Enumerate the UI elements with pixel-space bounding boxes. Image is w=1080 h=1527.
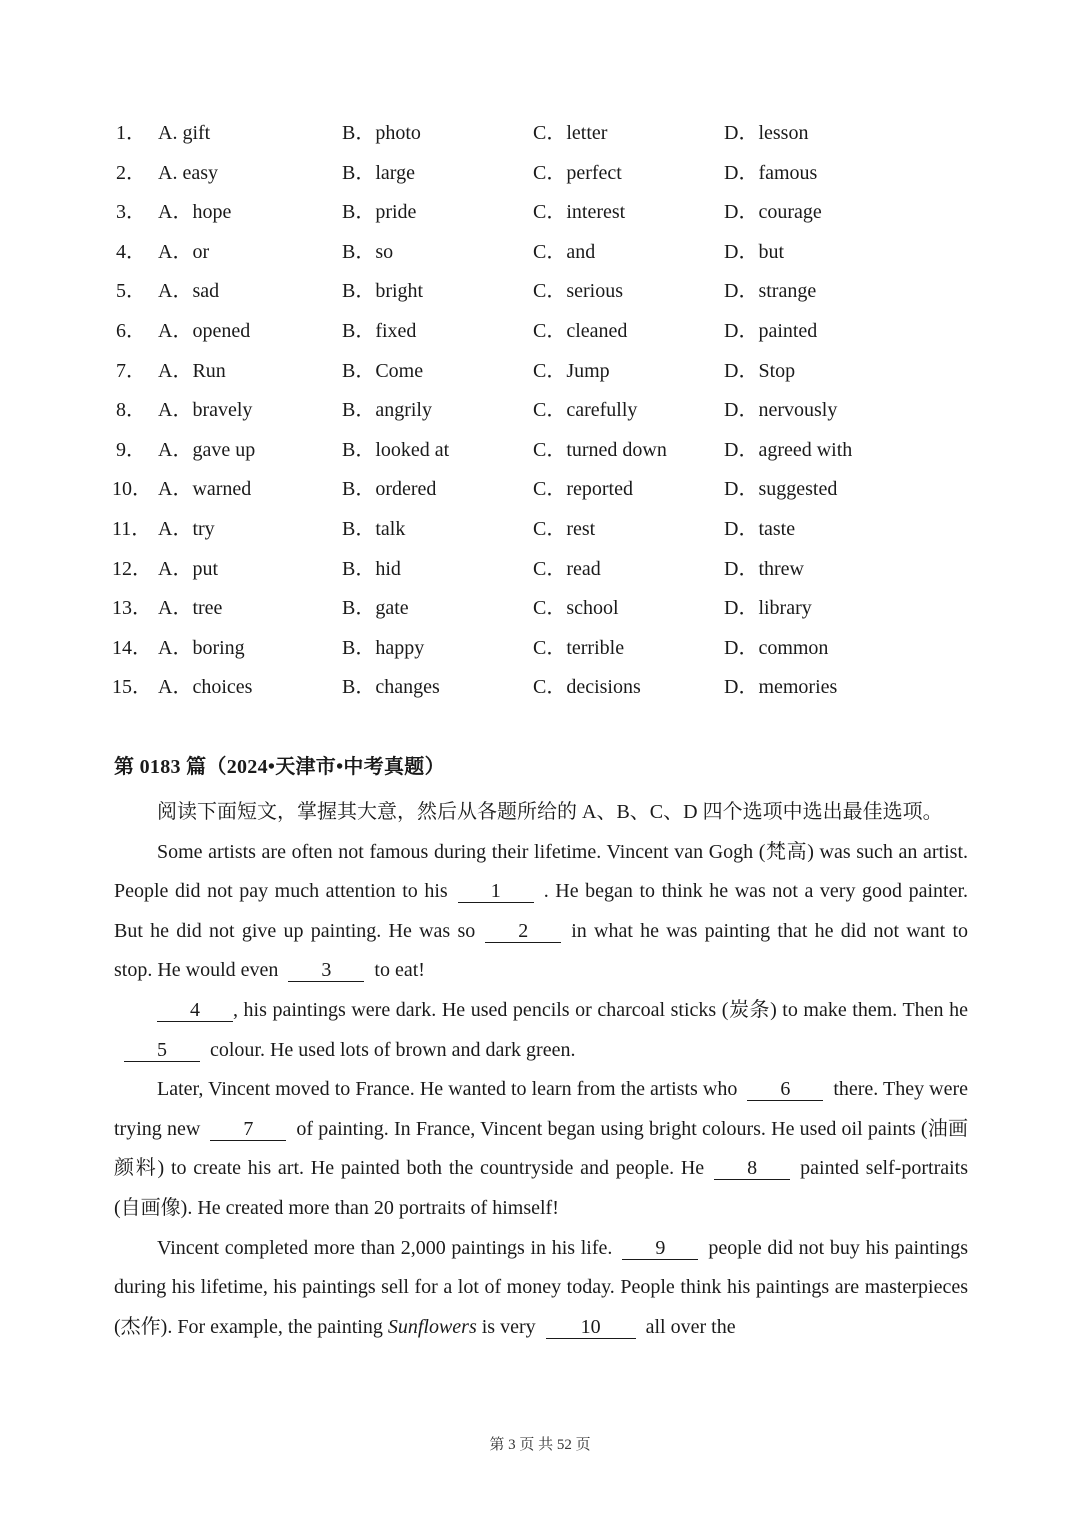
option-a: A．Run [158, 359, 226, 382]
option-a: A．bravely [158, 399, 253, 422]
option-a: A. gift [158, 122, 211, 144]
question-number: 3． [116, 201, 146, 224]
option-b: B．angrily [342, 399, 432, 422]
option-b: B．looked at [342, 438, 450, 461]
question-number: 8． [116, 399, 146, 422]
option-c: C．read [533, 557, 601, 580]
passage-text: , his paintings were dark. He used pencils or charcoal sticks (炭条) to make them. Then he [233, 998, 968, 1021]
option-c: C．serious [533, 280, 623, 303]
option-b: B．Come [342, 359, 424, 382]
passage-paragraph-1 [114, 833, 968, 991]
option-row [112, 154, 972, 194]
question-number: 7． [116, 359, 146, 382]
option-b: B．fixed [342, 319, 417, 342]
question-number: 12． [112, 557, 152, 580]
option-a: A．warned [158, 478, 252, 501]
option-c: C．carefully [533, 399, 638, 422]
passage-text: Later, Vincent moved to France. He wanted to learn from the artists who [157, 1078, 738, 1101]
painting-title: Sunflowers [387, 1315, 477, 1338]
option-c: C．rest [533, 517, 596, 540]
option-a: A．hope [158, 201, 232, 224]
passage-text: Vincent completed more than 2,000 paintings in his life. [157, 1236, 613, 1259]
option-b: B．changes [342, 676, 440, 699]
option-row [112, 431, 972, 471]
option-c: C．perfect [533, 161, 622, 184]
passage-text: painted self-portraits (自画像). He created more than 20 portraits of himself! [114, 1157, 968, 1219]
blank-1: 1 [458, 880, 534, 903]
question-number: 10． [112, 478, 152, 501]
passage-text: colour. He used lots of brown and dark green. [210, 1038, 576, 1061]
blank-9: 9 [622, 1237, 698, 1260]
option-d: D．painted [724, 319, 818, 342]
option-d: D．taste [724, 517, 796, 540]
option-c: C．and [533, 240, 596, 263]
option-c: C．school [533, 597, 619, 620]
option-a: A．opened [158, 319, 251, 342]
blank-3: 3 [288, 959, 364, 982]
question-number: 11． [112, 517, 152, 540]
passage-paragraph-3 [114, 1070, 968, 1228]
option-a: A．try [158, 517, 215, 540]
option-d: D．Stop [724, 359, 796, 382]
option-a: A．put [158, 557, 218, 580]
option-c: C．letter [533, 122, 608, 144]
option-b: B．gate [342, 597, 409, 620]
option-d: D．famous [724, 161, 818, 184]
passage-text: . He began to think he was not a very good painter. But he did not give up painting. He was so [114, 880, 969, 942]
option-b: B．talk [342, 517, 406, 540]
passage-text: people did not buy his paintings during his lifetime, his paintings sell for a lot of money today. People think his paintings are masterpieces (杰作). For example, the painting [114, 1236, 968, 1338]
option-row [112, 510, 972, 550]
option-a: A．gave up [158, 438, 256, 461]
option-d: D．library [724, 597, 812, 620]
option-b: B．pride [342, 201, 417, 224]
answer-options [112, 114, 972, 708]
question-number: 6． [116, 319, 146, 342]
option-c: C．decisions [533, 676, 641, 699]
option-a: A．tree [158, 597, 223, 620]
option-row [112, 233, 972, 273]
option-c: C．Jump [533, 359, 610, 382]
blank-2: 2 [485, 920, 561, 943]
passage-text: all over the [645, 1315, 736, 1338]
option-row [112, 391, 972, 431]
option-d: D．strange [724, 280, 817, 303]
passage-text: Some artists are often not famous during their lifetime. Vincent van Gogh (梵高) was such an artist. People did not pay much attention to his [114, 840, 968, 903]
option-d: D．memories [724, 676, 838, 699]
question-number: 15． [112, 676, 152, 699]
option-d: D．lesson [724, 122, 809, 144]
option-c: C．turned down [533, 438, 667, 461]
option-c: C．cleaned [533, 319, 628, 342]
option-d: D．threw [724, 557, 804, 580]
option-row [112, 470, 972, 510]
option-d: D．nervously [724, 399, 838, 422]
blank-8: 8 [714, 1157, 790, 1180]
blank-10: 10 [546, 1316, 636, 1339]
option-c: C．terrible [533, 636, 625, 659]
option-row [112, 272, 972, 312]
blank-6: 6 [747, 1078, 823, 1101]
option-row [112, 668, 972, 708]
question-number: 2． [116, 161, 146, 184]
option-row [112, 114, 972, 154]
question-number: 13． [112, 597, 152, 620]
option-row [112, 193, 972, 233]
blank-5: 5 [124, 1039, 200, 1062]
option-row [112, 550, 972, 590]
passage-paragraph-2 [114, 991, 968, 1070]
option-b: B．photo [342, 122, 421, 144]
question-number: 14． [112, 636, 152, 659]
option-a: A. easy [158, 161, 218, 184]
passage-text: in what he was painting that he did not want to stop. He would even [114, 919, 969, 982]
question-number: 1． [116, 122, 146, 144]
option-c: C．reported [533, 478, 633, 501]
option-d: D．suggested [724, 478, 838, 501]
blank-7: 7 [210, 1118, 286, 1141]
passage-paragraph-4 [114, 1229, 968, 1348]
option-row [112, 589, 972, 629]
passage-text: to eat! [374, 959, 425, 982]
option-row [112, 629, 972, 669]
passage-text: of painting. In France, Vincent began using bright colours. He used oil paints (油画颜料) to create his art. He painted both the countryside and people. He [114, 1117, 968, 1180]
option-a: A．sad [158, 280, 220, 303]
reading-passage [114, 793, 968, 1347]
option-b: B．so [342, 240, 394, 263]
passage-text: is very [481, 1315, 536, 1338]
blank-4: 4 [157, 999, 233, 1022]
question-number: 4． [116, 240, 146, 263]
option-d: D．but [724, 240, 784, 263]
option-b: B．bright [342, 280, 424, 303]
option-d: D．agreed with [724, 438, 853, 461]
option-a: A．or [158, 240, 210, 263]
option-a: A．boring [158, 636, 245, 659]
option-c: C．interest [533, 201, 626, 224]
section-title: 第 0183 篇（2024•天津市•中考真题） [114, 756, 445, 778]
option-b: B．large [342, 161, 415, 184]
passage-text: there. They were trying new [114, 1078, 968, 1140]
option-a: A．choices [158, 676, 253, 699]
option-b: B．hid [342, 557, 401, 580]
option-d: D．common [724, 636, 829, 659]
option-b: B．ordered [342, 478, 437, 501]
option-row [112, 352, 972, 392]
page-footer: 第 3 页 共 52 页 [489, 1437, 591, 1453]
option-b: B．happy [342, 636, 425, 659]
option-d: D．courage [724, 201, 822, 224]
option-row [112, 312, 972, 352]
question-number: 5． [116, 280, 146, 303]
instruction-paragraph: 阅读下面短文，掌握其大意，然后从各题所给的 A、B、C、D 四个选项中选出最佳选项。 [157, 801, 943, 823]
question-number: 9． [116, 438, 146, 461]
